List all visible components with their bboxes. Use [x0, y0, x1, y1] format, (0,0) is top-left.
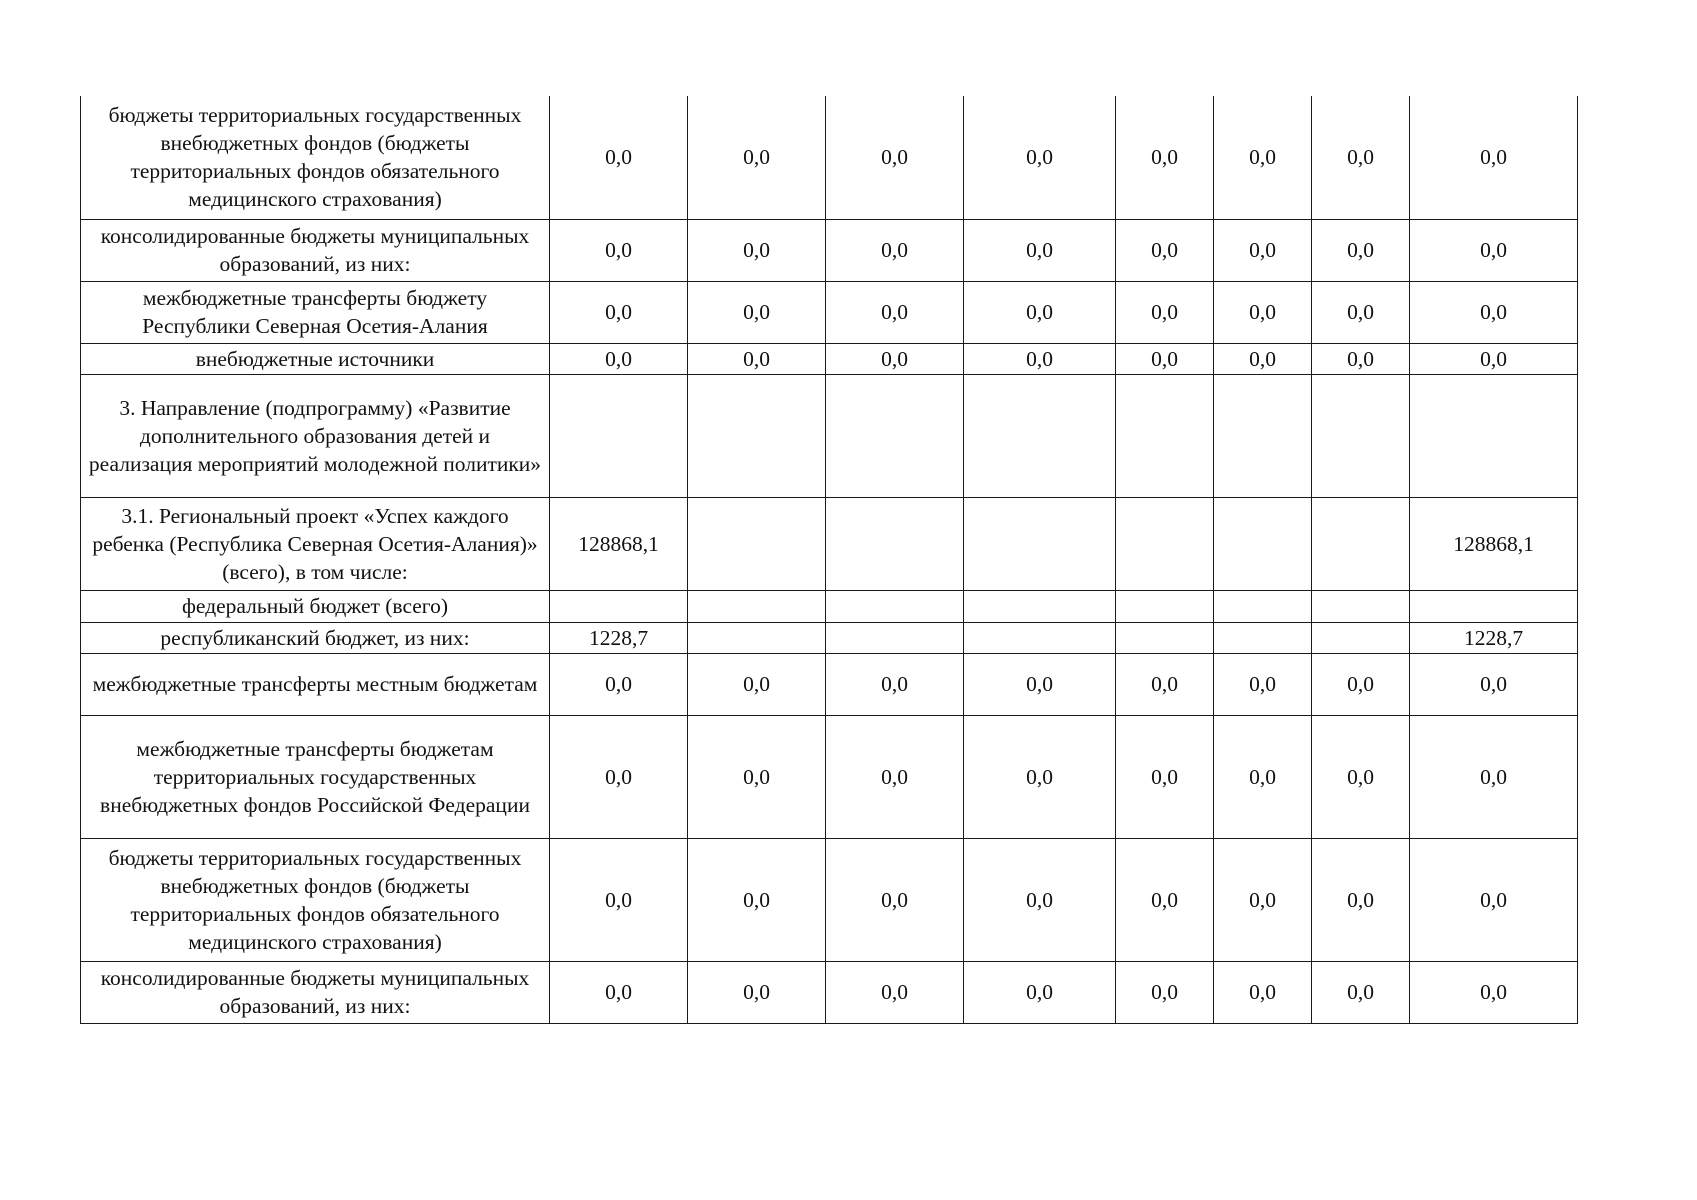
- value-cell: 0,0: [964, 653, 1116, 715]
- value-cell: [1410, 590, 1578, 622]
- value-cell: [1214, 374, 1312, 497]
- value-cell: [688, 374, 826, 497]
- value-cell: 0,0: [550, 961, 688, 1023]
- table-row: [81, 590, 1578, 622]
- value-cell: 0,0: [1116, 343, 1214, 374]
- value-cell: 0,0: [688, 281, 826, 343]
- value-cell: 0,0: [1116, 715, 1214, 838]
- value-cell: 0,0: [550, 838, 688, 961]
- row-label: межбюджетные трансферты бюджетам территориальных государственных внебюджетных фондов Российской Федерации: [81, 715, 550, 838]
- value-cell: 0,0: [964, 838, 1116, 961]
- value-cell: 0,0: [550, 96, 688, 219]
- row-label: консолидированные бюджеты муниципальных образований, из них:: [81, 961, 550, 1023]
- value-cell: 0,0: [1312, 343, 1410, 374]
- value-cell: [964, 590, 1116, 622]
- value-cell: 128868,1: [550, 497, 688, 590]
- value-cell: 0,0: [550, 653, 688, 715]
- value-cell: [826, 622, 964, 653]
- value-cell: 0,0: [964, 96, 1116, 219]
- value-cell: 0,0: [1312, 281, 1410, 343]
- table-row: [81, 715, 1578, 838]
- value-cell: 0,0: [964, 343, 1116, 374]
- value-cell: 0,0: [964, 281, 1116, 343]
- value-cell: [1116, 497, 1214, 590]
- table-row: [81, 838, 1578, 961]
- value-cell: 0,0: [688, 219, 826, 281]
- value-cell: [1214, 590, 1312, 622]
- row-label: внебюджетные источники: [81, 343, 550, 374]
- row-label: консолидированные бюджеты муниципальных образований, из них:: [81, 219, 550, 281]
- row-label: бюджеты территориальных государственных внебюджетных фондов (бюджеты территориальных фондов обязательного медицинского страхования): [81, 838, 550, 961]
- value-cell: [964, 497, 1116, 590]
- value-cell: 0,0: [1312, 838, 1410, 961]
- value-cell: 0,0: [1410, 715, 1578, 838]
- row-label: 3. Направление (подпрограмму) «Развитие дополнительного образования детей и реализация мероприятий молодежной политики»: [81, 374, 550, 497]
- value-cell: 0,0: [826, 96, 964, 219]
- value-cell: 0,0: [550, 715, 688, 838]
- value-cell: 0,0: [1116, 96, 1214, 219]
- value-cell: 0,0: [1410, 96, 1578, 219]
- value-cell: [1410, 374, 1578, 497]
- value-cell: 0,0: [1214, 219, 1312, 281]
- value-cell: [1214, 497, 1312, 590]
- value-cell: 0,0: [1214, 961, 1312, 1023]
- value-cell: 0,0: [1214, 653, 1312, 715]
- value-cell: [1116, 590, 1214, 622]
- value-cell: 0,0: [688, 838, 826, 961]
- value-cell: 0,0: [550, 343, 688, 374]
- value-cell: [1312, 622, 1410, 653]
- value-cell: 0,0: [1116, 281, 1214, 343]
- value-cell: 0,0: [550, 281, 688, 343]
- value-cell: 0,0: [1116, 838, 1214, 961]
- value-cell: 0,0: [688, 715, 826, 838]
- value-cell: [1312, 374, 1410, 497]
- table-row: [81, 497, 1578, 590]
- value-cell: [550, 374, 688, 497]
- value-cell: 0,0: [1312, 219, 1410, 281]
- value-cell: 0,0: [1214, 96, 1312, 219]
- value-cell: 0,0: [1410, 219, 1578, 281]
- value-cell: 0,0: [1410, 961, 1578, 1023]
- value-cell: 0,0: [1116, 961, 1214, 1023]
- budget-table: [80, 96, 1578, 1024]
- table-body: [81, 96, 1578, 1023]
- value-cell: [1116, 374, 1214, 497]
- value-cell: [826, 497, 964, 590]
- value-cell: 0,0: [550, 219, 688, 281]
- value-cell: 0,0: [826, 281, 964, 343]
- row-label: бюджеты территориальных государственных внебюджетных фондов (бюджеты территориальных фондов обязательного медицинского страхования): [81, 96, 550, 219]
- value-cell: 0,0: [1312, 653, 1410, 715]
- value-cell: 1228,7: [1410, 622, 1578, 653]
- value-cell: [964, 622, 1116, 653]
- value-cell: [826, 590, 964, 622]
- value-cell: 0,0: [1214, 838, 1312, 961]
- value-cell: 0,0: [688, 96, 826, 219]
- value-cell: 0,0: [688, 961, 826, 1023]
- table-row: [81, 622, 1578, 653]
- value-cell: 0,0: [1410, 838, 1578, 961]
- value-cell: [550, 590, 688, 622]
- table-row: [81, 281, 1578, 343]
- value-cell: 0,0: [1312, 961, 1410, 1023]
- value-cell: 0,0: [826, 219, 964, 281]
- value-cell: [1312, 590, 1410, 622]
- table-row: [81, 374, 1578, 497]
- table-row: [81, 961, 1578, 1023]
- value-cell: [1214, 622, 1312, 653]
- value-cell: 1228,7: [550, 622, 688, 653]
- value-cell: 0,0: [826, 653, 964, 715]
- value-cell: 128868,1: [1410, 497, 1578, 590]
- value-cell: 0,0: [1312, 715, 1410, 838]
- value-cell: 0,0: [1116, 653, 1214, 715]
- value-cell: 0,0: [1410, 653, 1578, 715]
- value-cell: 0,0: [826, 343, 964, 374]
- row-label: федеральный бюджет (всего): [81, 590, 550, 622]
- value-cell: 0,0: [1410, 281, 1578, 343]
- value-cell: 0,0: [688, 653, 826, 715]
- value-cell: 0,0: [1214, 281, 1312, 343]
- value-cell: [688, 590, 826, 622]
- row-label: 3.1. Региональный проект «Успех каждого ребенка (Республика Северная Осетия-Алания)» (всего), в том числе:: [81, 497, 550, 590]
- value-cell: 0,0: [826, 838, 964, 961]
- value-cell: 0,0: [826, 715, 964, 838]
- row-label: республиканский бюджет, из них:: [81, 622, 550, 653]
- table-row: [81, 653, 1578, 715]
- value-cell: [1116, 622, 1214, 653]
- value-cell: [688, 622, 826, 653]
- value-cell: 0,0: [1214, 715, 1312, 838]
- value-cell: [1312, 497, 1410, 590]
- value-cell: 0,0: [1214, 343, 1312, 374]
- value-cell: 0,0: [964, 715, 1116, 838]
- value-cell: [688, 497, 826, 590]
- value-cell: 0,0: [1116, 219, 1214, 281]
- table-row: [81, 343, 1578, 374]
- row-label: межбюджетные трансферты местным бюджетам: [81, 653, 550, 715]
- value-cell: 0,0: [964, 961, 1116, 1023]
- row-label: межбюджетные трансферты бюджету Республики Северная Осетия-Алания: [81, 281, 550, 343]
- value-cell: 0,0: [1410, 343, 1578, 374]
- value-cell: 0,0: [964, 219, 1116, 281]
- value-cell: 0,0: [688, 343, 826, 374]
- value-cell: [964, 374, 1116, 497]
- table-row: [81, 219, 1578, 281]
- value-cell: 0,0: [1312, 96, 1410, 219]
- value-cell: [826, 374, 964, 497]
- value-cell: 0,0: [826, 961, 964, 1023]
- table-row: [81, 96, 1578, 219]
